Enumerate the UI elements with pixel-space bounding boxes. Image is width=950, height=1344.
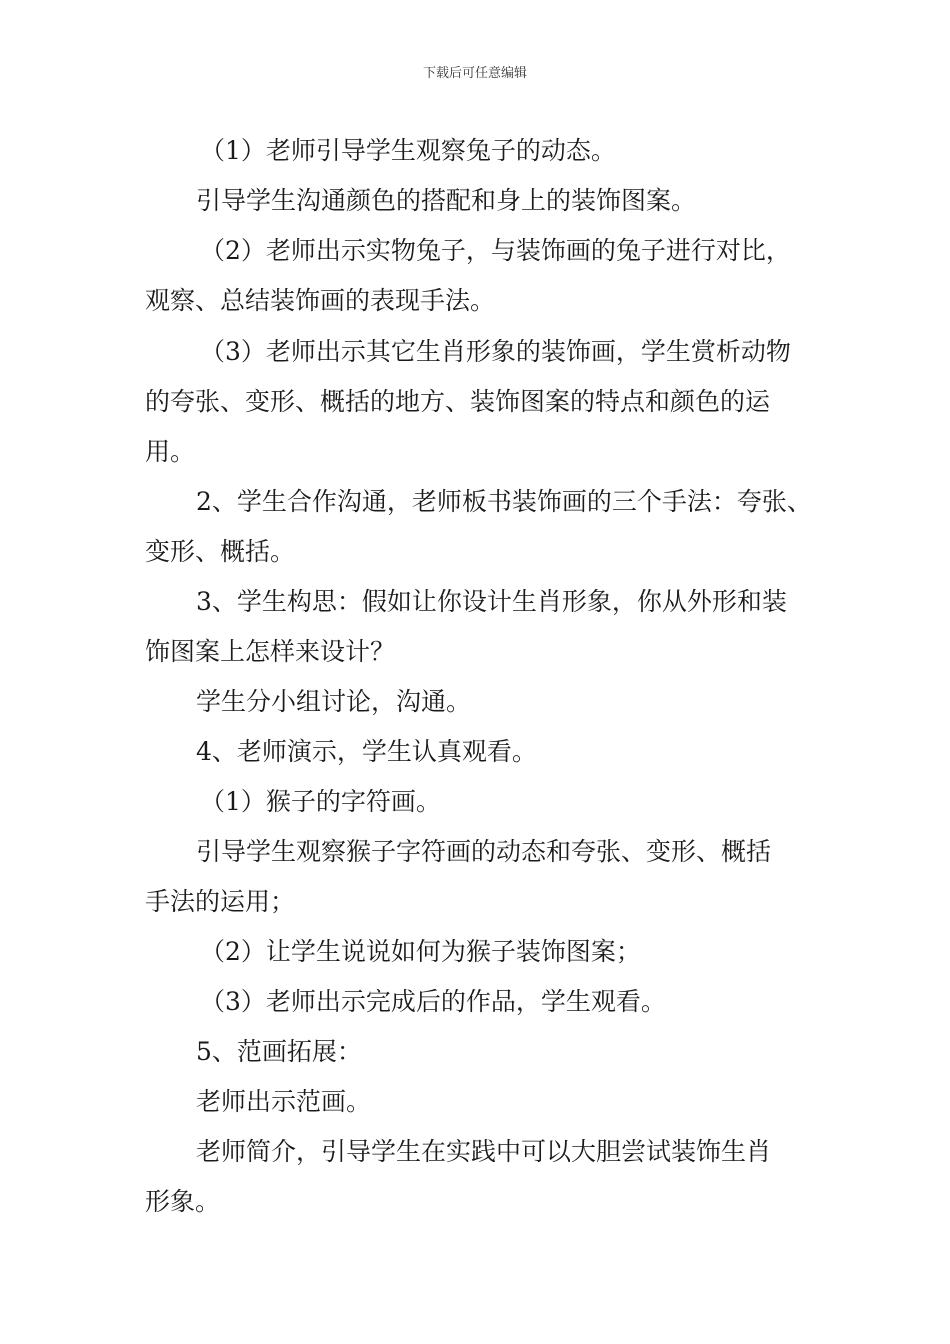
text-line: 3、学生构思：假如让你设计生肖形象，你从外形和装 xyxy=(196,587,787,616)
text-line: （2）让学生说说如何为猴子装饰图案； xyxy=(200,937,641,966)
text-line: 观察、总结装饰画的表现手法。 xyxy=(145,286,496,315)
text-line: 的夸张、变形、概括的地方、装饰图案的特点和颜色的运 xyxy=(145,387,771,416)
text-line: （3）老师出示其它生肖形象的装饰画，学生赏析动物 xyxy=(200,337,791,366)
text-line: （2）老师出示实物兔子，与装饰画的兔子进行对比， xyxy=(200,236,791,265)
text-line: 饰图案上怎样来设计？ xyxy=(145,637,396,666)
text-line: 变形、概括。 xyxy=(145,537,296,566)
text-line: 学生分小组讨论，沟通。 xyxy=(196,687,472,716)
text-line: （3）老师出示完成后的作品，学生观看。 xyxy=(200,987,666,1016)
text-line: 老师简介，引导学生在实践中可以大胆尝试装饰生肖 xyxy=(196,1137,772,1166)
text-line: 5、范画拓展： xyxy=(196,1037,362,1066)
text-line: （1）猴子的字符画。 xyxy=(200,787,441,816)
text-line: 用。 xyxy=(145,437,196,466)
page-header: 下载后可任意编辑 xyxy=(422,66,527,81)
text-line: 2、学生合作沟通，老师板书装饰画的三个手法：夸张、 xyxy=(196,487,812,516)
text-line: 老师出示范画。 xyxy=(196,1087,372,1116)
text-line: （1）老师引导学生观察兔子的动态。 xyxy=(200,136,616,165)
text-line: 引导学生观察猴子字符画的动态和夸张、变形、概括 xyxy=(196,837,772,866)
text-line: 4、老师演示，学生认真观看。 xyxy=(196,737,537,766)
text-line: 形象。 xyxy=(145,1187,221,1216)
text-line: 引导学生沟通颜色的搭配和身上的装饰图案。 xyxy=(196,186,697,215)
text-line: 手法的运用； xyxy=(145,887,296,916)
